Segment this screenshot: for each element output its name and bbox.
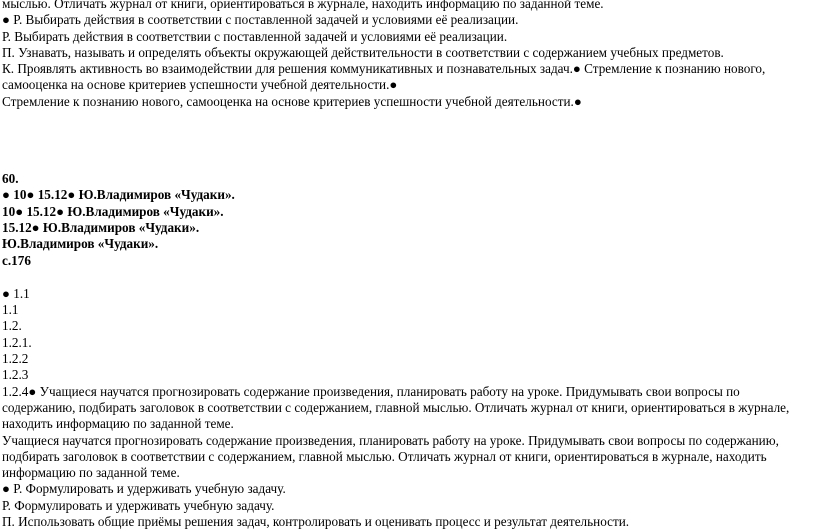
numbering-line: ● 1.1 [2, 285, 30, 301]
lesson-line: Ю.Владимиров «Чудаки». [2, 236, 159, 252]
paragraph: 1.2.4● Учащиеся научатся прогнозировать содержание произведения, планировать работу на уроке. Придумывать свои вопросы по содержанию, подбирать заголовок в соответствии с содержанием, главной мыслью. Отличать журнал от книги, ориентироваться в журнале, находить информацию по заданной теме. [2, 383, 790, 432]
lesson-number: 60. [2, 171, 19, 187]
text-line: Стремление к познанию нового, самооценка на основе критериев успешности учебной деятельности.● [2, 93, 582, 109]
spacer [2, 110, 814, 171]
text-line: ● Р. Формулировать и удерживать учебную задачу. [2, 481, 286, 497]
text-line: П. Использовать общие приёмы решения задач, контролировать и оценивать процесс и результат деятельности. [2, 514, 630, 530]
lesson-line: 15.12● Ю.Владимиров «Чудаки». [2, 219, 200, 235]
document-page [2, 0, 814, 530]
text-line: Р. Формулировать и удерживать учебную задачу. [2, 497, 275, 513]
numbering-line: 1.1 [2, 302, 19, 318]
numbering-line: 1.2.3 [2, 367, 29, 383]
text-line: Р. Выбирать действия в соответствии с поставленной задачей и условиями её реализации. [2, 28, 508, 44]
lesson-line: ● 10● 15.12● Ю.Владимиров «Чудаки». [2, 187, 235, 203]
text-line: ● Р. Выбирать действия в соответствии с поставленной задачей и условиями её реализации. [2, 12, 519, 28]
lesson-line: 10● 15.12● Ю.Владимиров «Чудаки». [2, 203, 224, 219]
text-line: мыслью. Отличать журнал от книги, ориентироваться в журнале, находить информацию по заданной теме. [2, 0, 604, 11]
paragraph: Учащиеся научатся прогнозировать содержание произведения, планировать работу на уроке. Придумывать свои вопросы по содержанию, подбирать заголовок в соответствии с содержанием, главной мыслью. Отличать журнал от книги, ориентироваться в журнале, находить информацию по заданной теме. [2, 432, 779, 481]
spacer [2, 269, 814, 286]
numbering-line: 1.2. [2, 318, 22, 334]
numbering-line: 1.2.1. [2, 334, 32, 350]
lesson-page: с.176 [2, 252, 31, 268]
k-paragraph: К. Проявлять активность во взаимодействии для решения коммуникативных и познавательных задач.● Стремление к познанию нового, самооценка на основе критериев успешности учебной деятельности.● [2, 61, 766, 93]
numbering-line: 1.2.2 [2, 351, 29, 367]
text-line: П. Узнавать, называть и определять объекты окружающей действительности в соответствии с содержанием учебных предметов. [2, 44, 724, 60]
